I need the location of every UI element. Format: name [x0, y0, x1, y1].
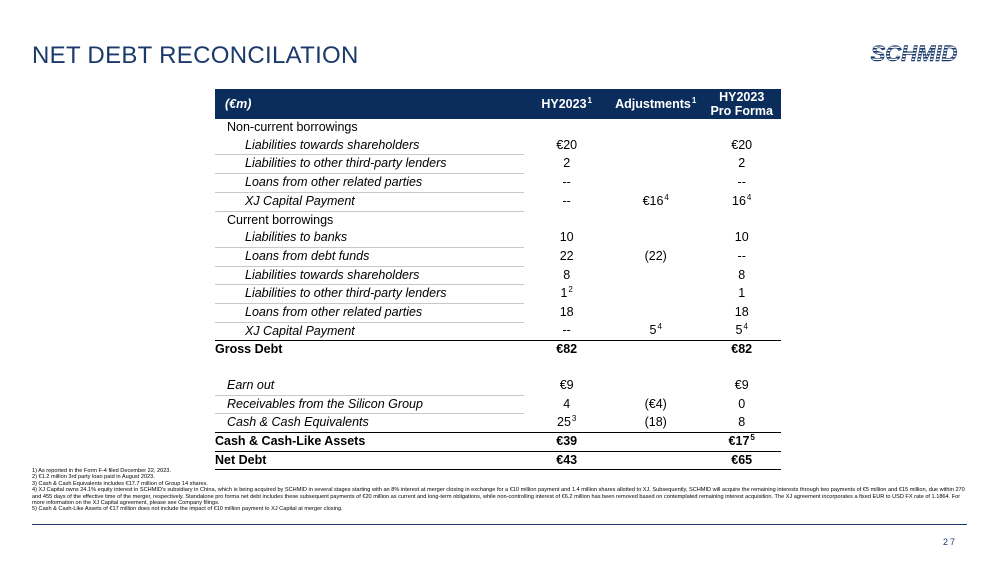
row-adj: $5^4$: [609, 322, 702, 341]
row-hy: --: [524, 322, 609, 341]
row-adj: (22): [644, 248, 667, 263]
row-hy: --: [562, 193, 571, 208]
row-hy: 18: [559, 305, 574, 320]
row-label: Liabilities to other third-party lenders: [215, 285, 524, 304]
header-adjustments: Adjustments$^1$: [615, 95, 697, 111]
row-pf: 8: [738, 267, 746, 282]
row-pf: 2: [738, 156, 746, 171]
cash-assets-row: [215, 432, 781, 451]
table-row: [215, 266, 781, 285]
row-hy: 8: [563, 267, 571, 282]
row-adj: [609, 304, 702, 323]
row-pf: $5^4$: [702, 322, 781, 341]
row-hy: €20: [556, 137, 578, 152]
footnote: 5) Cash & Cash-Like Assets of €17 million does not include the impact of €10 million payment to XJ Capital at merger closing.: [32, 506, 343, 513]
row-hy: 10: [559, 230, 574, 245]
row-label: Liabilities to other third-party lenders: [215, 155, 524, 174]
row-adj: [609, 432, 702, 451]
table-row: [215, 174, 781, 193]
row-hy: 4: [563, 396, 571, 411]
row-pf: €82: [731, 342, 753, 357]
header-unit: (€m): [225, 97, 252, 111]
row-label: XJ Capital Payment: [215, 192, 524, 211]
row-adj: $€16^4$: [642, 192, 669, 208]
footnote: 1) As reported in the Form F-4 filed December 22, 2023.: [32, 468, 171, 474]
row-adj: [609, 155, 702, 174]
footnote: 4) XJ Capital owns 24.1% equity interest in SCHMID's subsidiary in China, which is being acquired by SCHMID in several stages starting with an 8% interest at merger closing in exchange for a €10 million payment and 1.4 million shares allotted to XJ. Subsequently, SCHMID will acquire the remaining interests through two payments of €5 million and €15 million, due within 270 and 455 days of the effective time of the merger, respectively. Standalone pro forma net debt includes these subsequent payments of €20 million as current and long-term obligations, while non-controlling interest of €6.2 million has been removed based on contemplated remaining interest acquisition. The XJ agreement incorporates a fixed EUR to USD FX rate of 1.1864. For more information on the XJ Capital agreement, please see Company filings.: [32, 487, 965, 507]
row-hy: €82: [556, 342, 578, 357]
footnote: 2) €1.2 million 3rd party loan paid in August 2023.: [32, 474, 155, 481]
row-hy: 2: [563, 156, 571, 171]
row-hy: €39: [524, 432, 609, 451]
row-pf: 8: [702, 414, 781, 433]
row-pf: 10: [734, 230, 749, 245]
table-row: [215, 304, 781, 323]
row-pf: 0: [738, 396, 746, 411]
footer-divider: [32, 524, 967, 525]
section-row: [215, 211, 781, 229]
net-debt-table: [215, 89, 781, 470]
spacer-row: [215, 359, 781, 377]
row-hy: --: [562, 175, 571, 190]
row-hy: €9: [559, 378, 574, 393]
row-hy: 22: [559, 248, 574, 263]
row-hy: $25^3$: [524, 414, 609, 433]
row-pf: $16^4$: [732, 192, 752, 208]
row-pf: 18: [734, 305, 749, 320]
row-pf: --: [737, 248, 746, 263]
row-label: Loans from other related parties: [215, 304, 524, 323]
footnote: 3) Cash & Cash Equivalents includes €17.7 million of Group 14 shares.: [32, 480, 208, 487]
row-pf: €20: [731, 137, 753, 152]
row-label: Net Debt: [215, 451, 524, 470]
row-hy: $1^2$: [560, 285, 573, 301]
row-hy: €43: [524, 451, 609, 470]
row-label: Liabilities towards shareholders: [215, 266, 524, 285]
row-label: Cash & Cash-Like Assets: [215, 432, 524, 451]
schmid-logo: [858, 42, 970, 64]
row-label: XJ Capital Payment: [215, 322, 524, 341]
table-row: [215, 322, 781, 341]
footnotes: [32, 468, 967, 513]
table-row: [215, 155, 781, 174]
section-noncurrent: Non-current borrowings: [227, 120, 358, 134]
row-label: Loans from other related parties: [215, 174, 524, 193]
row-adj: [609, 266, 702, 285]
row-adj: [609, 377, 702, 395]
row-adj: [609, 341, 702, 359]
table-row: [215, 137, 781, 155]
row-label: Earn out: [215, 377, 524, 395]
header-pro-forma: HY2023 Pro Forma: [710, 90, 773, 118]
row-adj: [609, 229, 702, 247]
table-row: [215, 192, 781, 211]
table-row: [215, 377, 781, 395]
section-current: Current borrowings: [227, 212, 334, 227]
row-pf: €65: [702, 451, 781, 470]
row-adj: [609, 174, 702, 193]
table-row: [215, 285, 781, 304]
table-header-row: [215, 89, 781, 119]
header-hy2023: HY2023$^1$: [541, 95, 592, 111]
table-row: [215, 414, 781, 433]
gross-debt-row: [215, 341, 781, 359]
row-adj: (€4): [644, 396, 667, 411]
row-adj: [609, 285, 702, 304]
page-number: 27: [942, 537, 957, 547]
row-pf: €9: [734, 378, 749, 393]
row-adj: (18): [609, 414, 702, 433]
row-label: Loans from debt funds: [215, 247, 524, 266]
row-pf: --: [737, 175, 746, 190]
row-pf: $€17^5$: [702, 432, 781, 451]
table-row: [215, 395, 781, 414]
table-row: [215, 247, 781, 266]
row-label: Gross Debt: [215, 342, 283, 357]
row-pf: 1: [738, 286, 746, 301]
row-label: Liabilities to banks: [215, 229, 524, 247]
table-row: [215, 229, 781, 247]
page-title: NET DEBT RECONCILATION: [32, 42, 359, 69]
row-adj: [609, 137, 702, 155]
row-label: Receivables from the Silicon Group: [215, 395, 524, 414]
section-row: [215, 119, 781, 137]
row-label: Liabilities towards shareholders: [215, 137, 524, 155]
svg-text:SCHMID: SCHMID: [870, 42, 958, 64]
row-label: Cash & Cash Equivalents: [215, 414, 524, 433]
